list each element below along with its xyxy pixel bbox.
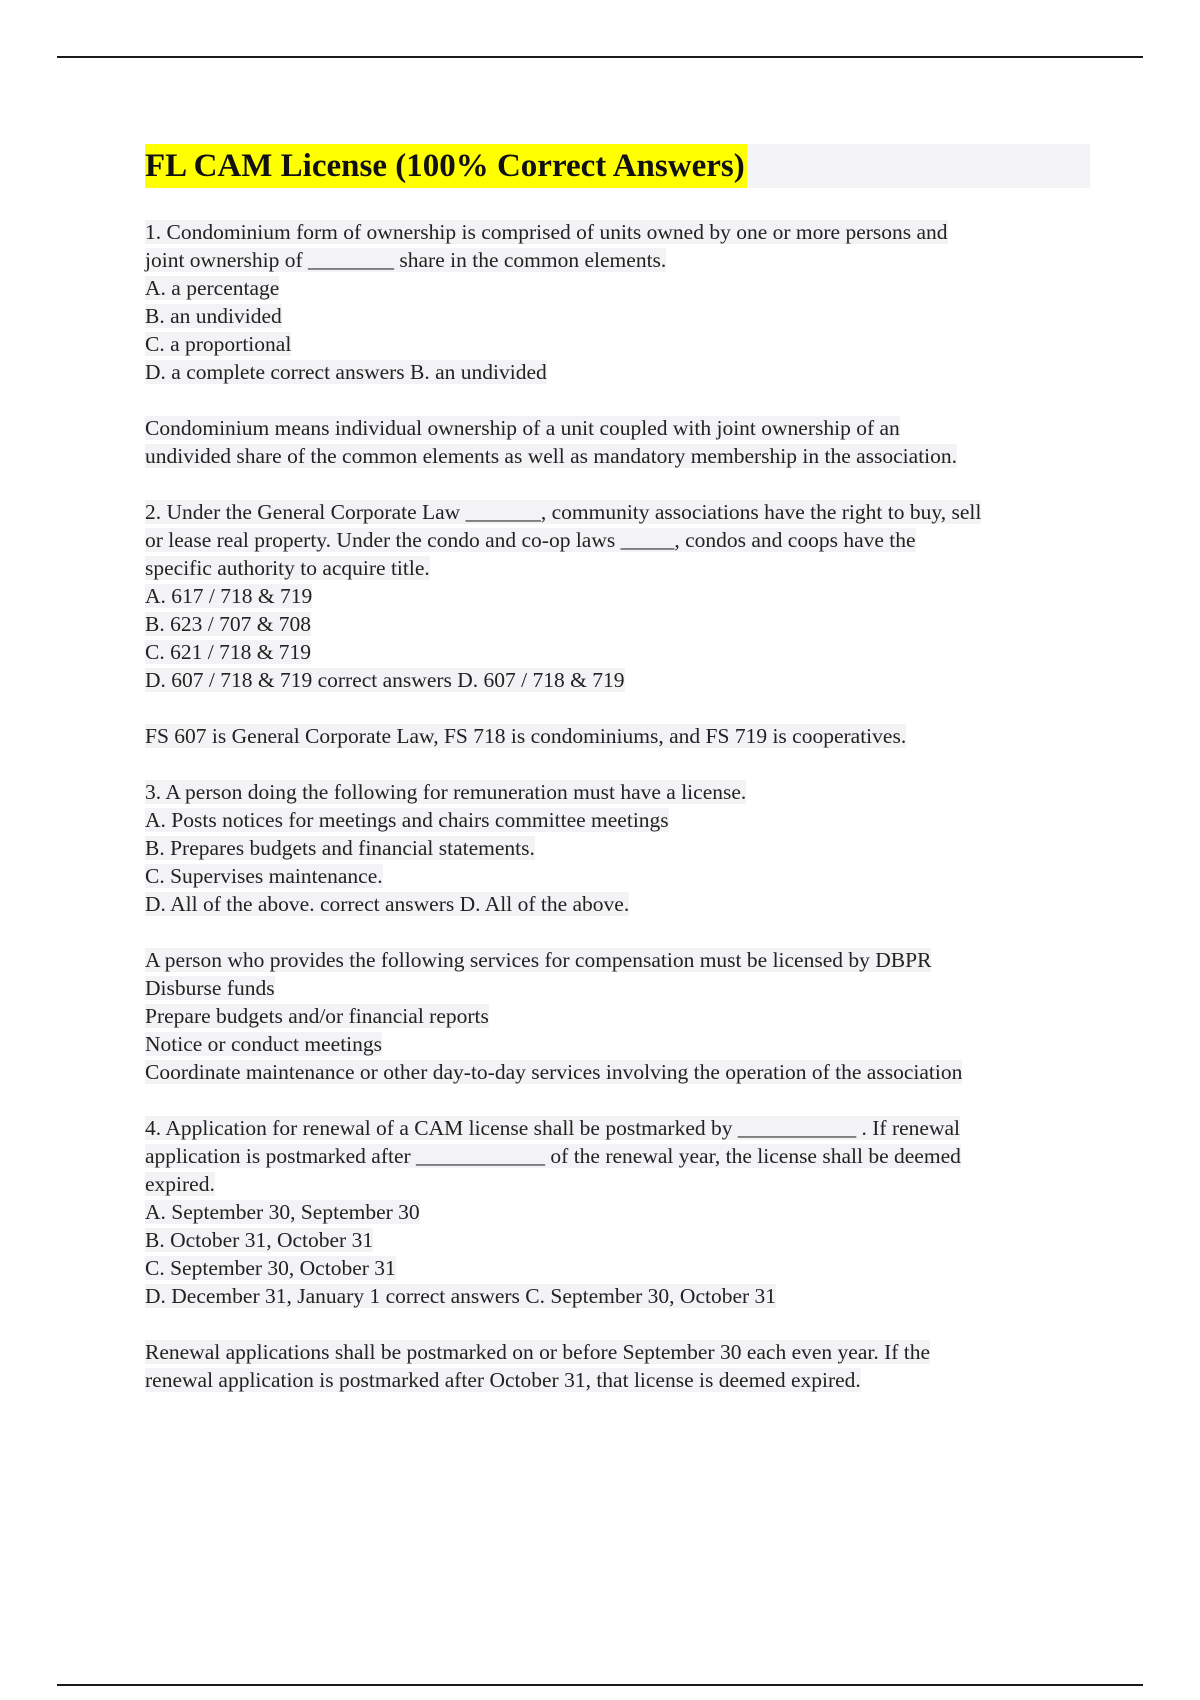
text-line-content: undivided share of the common elements as well as mandatory membership in the association. [145, 444, 958, 468]
text-block [145, 414, 1090, 470]
text-line-content: 4. Application for renewal of a CAM license shall be postmarked by ___________ . If renewal [145, 1116, 960, 1140]
text-line [145, 1226, 1090, 1254]
text-block [145, 778, 1090, 918]
text-line [145, 722, 1090, 750]
text-line [145, 414, 1090, 442]
text-line-content: B. Prepares budgets and financial statements. [145, 836, 535, 860]
text-line [145, 946, 1090, 974]
text-line-content: A. a percentage [145, 276, 280, 300]
text-line-content: renewal application is postmarked after October 31, that license is deemed expired. [145, 1368, 861, 1392]
text-line-content: C. Supervises maintenance. [145, 864, 383, 888]
text-line-content: A. September 30, September 30 [145, 1200, 420, 1224]
text-line-content: A. Posts notices for meetings and chairs committee meetings [145, 808, 669, 832]
text-line [145, 274, 1090, 302]
text-line [145, 974, 1090, 1002]
text-line [145, 582, 1090, 610]
text-line-content: Prepare budgets and/or financial reports [145, 1004, 489, 1028]
text-line [145, 302, 1090, 330]
text-line-content: C. September 30, October 31 [145, 1256, 396, 1280]
text-line-content: 3. A person doing the following for remuneration must have a license. [145, 780, 747, 804]
text-line [145, 498, 1090, 526]
text-line [145, 890, 1090, 918]
text-line [145, 1254, 1090, 1282]
text-line [145, 1198, 1090, 1226]
text-block [145, 722, 1090, 750]
text-line [145, 638, 1090, 666]
text-block [145, 946, 1090, 1086]
text-block [145, 1338, 1090, 1394]
text-line [145, 246, 1090, 274]
text-line [145, 1058, 1090, 1086]
text-line [145, 218, 1090, 246]
text-line [145, 806, 1090, 834]
text-line [145, 526, 1090, 554]
text-line [145, 666, 1090, 694]
document-blocks [145, 218, 1090, 1394]
text-line-content: Renewal applications shall be postmarked on or before September 30 each even year. If the [145, 1340, 931, 1364]
text-line-content: C. a proportional [145, 332, 292, 356]
text-line [145, 442, 1090, 470]
text-line [145, 778, 1090, 806]
text-line-content: 1. Condominium form of ownership is comprised of units owned by one or more persons and [145, 220, 948, 244]
text-line-content: A. 617 / 718 & 719 [145, 584, 313, 608]
text-line [145, 330, 1090, 358]
text-line [145, 862, 1090, 890]
text-line-content: A person who provides the following services for compensation must be licensed by DBPR [145, 948, 932, 972]
text-line [145, 1338, 1090, 1366]
text-line-content: expired. [145, 1172, 215, 1196]
text-block [145, 498, 1090, 694]
footer-rule [57, 1684, 1143, 1686]
text-line-content: Notice or conduct meetings [145, 1032, 383, 1056]
text-line [145, 554, 1090, 582]
text-line [145, 834, 1090, 862]
text-line-content: C. 621 / 718 & 719 [145, 640, 312, 664]
text-line-content: D. a complete correct answers B. an undivided [145, 360, 547, 384]
text-line [145, 610, 1090, 638]
text-line-content: D. 607 / 718 & 719 correct answers D. 607 / 718 & 719 [145, 668, 625, 692]
text-line-content: Coordinate maintenance or other day-to-day services involving the operation of the association [145, 1060, 963, 1084]
text-line-content: D. December 31, January 1 correct answers C. September 30, October 31 [145, 1284, 777, 1308]
text-line-content: Condominium means individual ownership of a unit coupled with joint ownership of an [145, 416, 900, 440]
document-body [145, 144, 1090, 1422]
text-line [145, 1114, 1090, 1142]
document-title: FL CAM License (100% Correct Answers) [145, 144, 747, 188]
text-line-content: application is postmarked after ____________ of the renewal year, the license shall be deemed [145, 1144, 961, 1168]
text-line-content: Disburse funds [145, 976, 275, 1000]
text-block [145, 1114, 1090, 1310]
text-line [145, 1142, 1090, 1170]
text-line [145, 1002, 1090, 1030]
text-line-content: 2. Under the General Corporate Law _______, community associations have the right to buy, sell [145, 500, 982, 524]
header-rule [57, 56, 1143, 58]
text-line [145, 1366, 1090, 1394]
text-line-content: specific authority to acquire title. [145, 556, 430, 580]
text-line-content: B. October 31, October 31 [145, 1228, 374, 1252]
text-line [145, 358, 1090, 386]
text-line [145, 1170, 1090, 1198]
text-line-content: FS 607 is General Corporate Law, FS 718 is condominiums, and FS 719 is cooperatives. [145, 724, 907, 748]
text-line-content: joint ownership of ________ share in the common elements. [145, 248, 667, 272]
text-line-content: D. All of the above. correct answers D. All of the above. [145, 892, 630, 916]
text-line [145, 1282, 1090, 1310]
title-bar [145, 144, 1090, 188]
text-line [145, 1030, 1090, 1058]
text-line-content: or lease real property. Under the condo and co-op laws _____, condos and coops have the [145, 528, 916, 552]
text-block [145, 218, 1090, 386]
text-line-content: B. 623 / 707 & 708 [145, 612, 312, 636]
text-line-content: B. an undivided [145, 304, 282, 328]
